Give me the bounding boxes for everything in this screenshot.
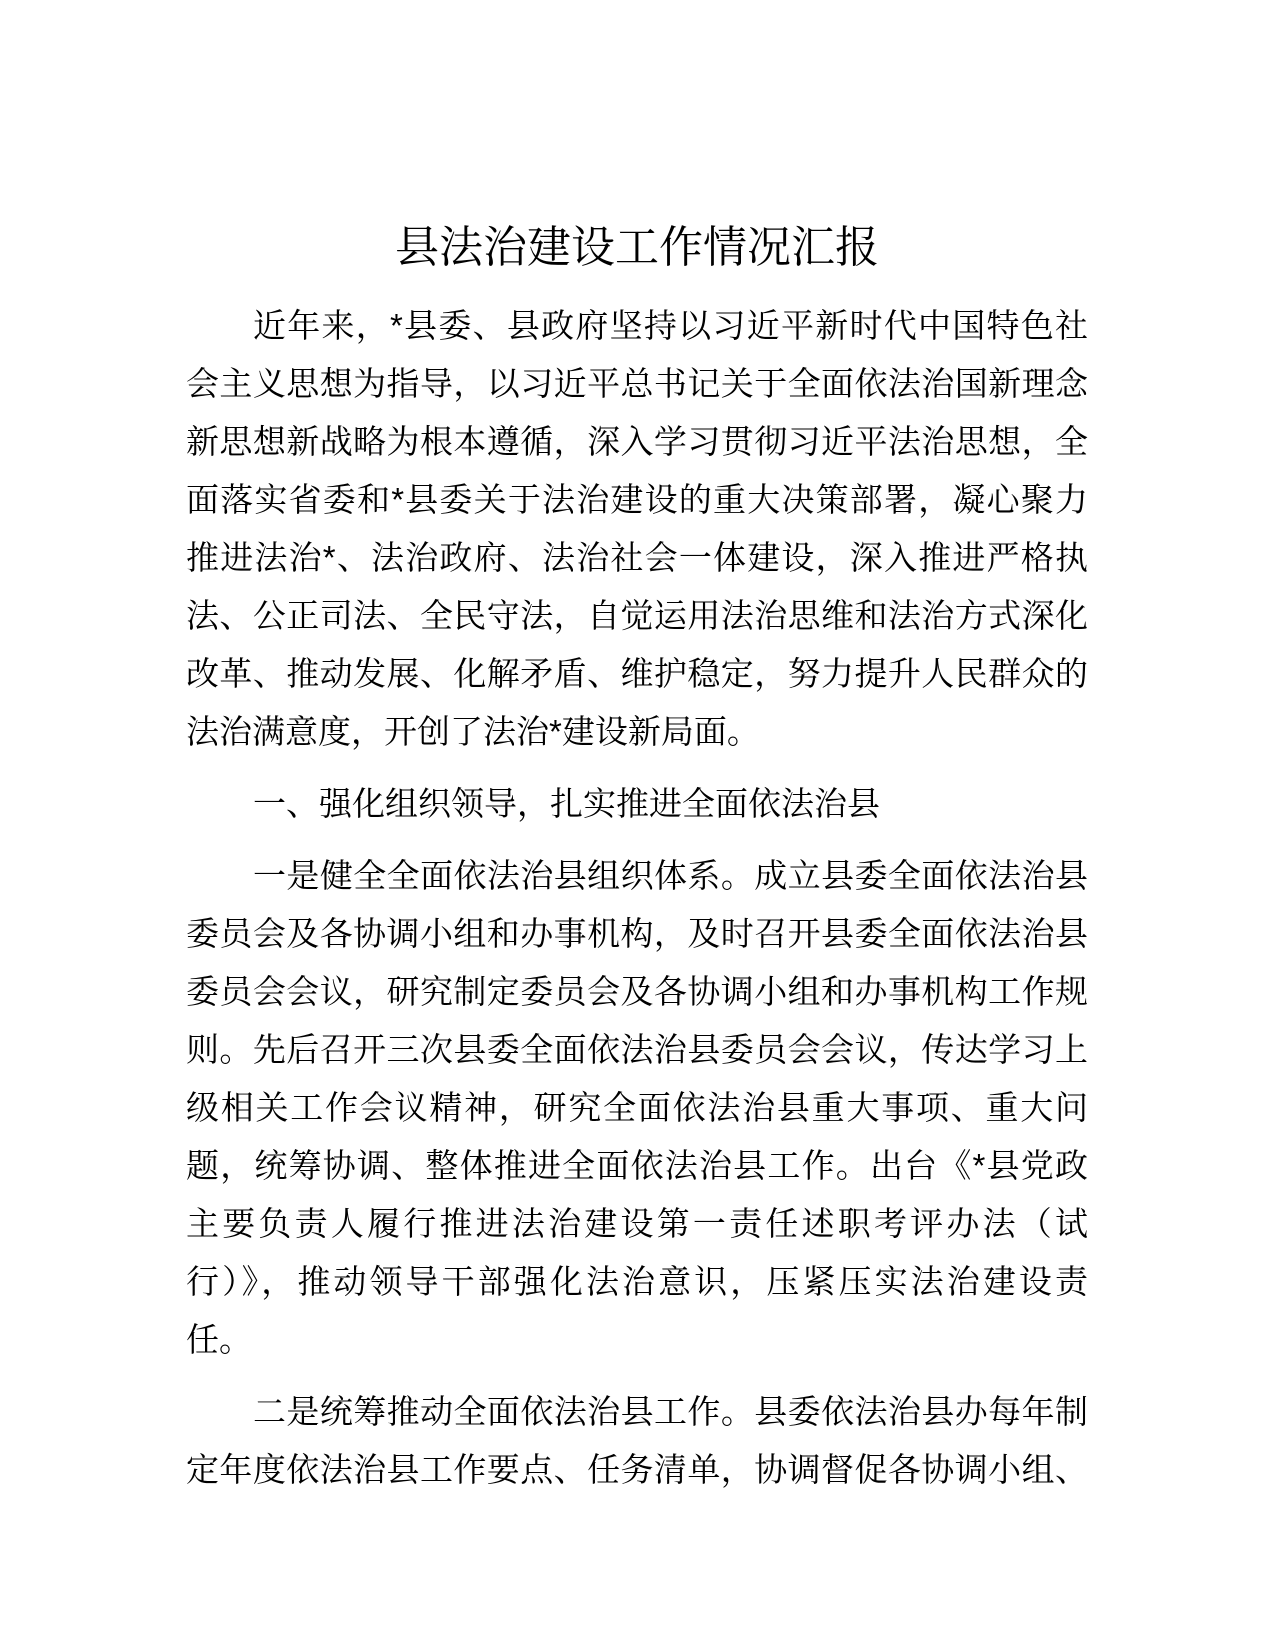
text-line: 近年来，*县委、县政府坚持以习近平新时代中国特色社 (253, 307, 1088, 344)
document-title: 县法治建设工作情况汇报 (395, 223, 879, 272)
text-line: 主要负责人履行推进法治建设第一责任述职考评办法（试 (186, 1205, 1088, 1242)
intro-paragraph (186, 297, 1088, 761)
text-line: 委员会及各协调小组和办事机构，及时召开县委全面依法治县 (186, 915, 1088, 952)
text-line: 任。 (186, 1321, 252, 1358)
text-line: 定年度依法治县工作要点、任务清单，协调督促各协调小组、 (186, 1451, 1088, 1488)
text-line: 行）》，推动领导干部强化法治意识，压紧压实法治建设责 (186, 1263, 1088, 1300)
text-line: 会主义思想为指导，以习近平总书记关于全面依法治国新理念 (186, 365, 1088, 402)
text-line: 一是健全全面依法治县组织体系。成立县委全面依法治县 (253, 857, 1088, 894)
text-line: 二是统筹推动全面依法治县工作。县委依法治县办每年制 (253, 1393, 1088, 1430)
point-two-paragraph (186, 1383, 1088, 1499)
text-line: 法治满意度，开创了法治*建设新局面。 (186, 713, 760, 750)
text-line: 题，统筹协调、整体推进全面依法治县工作。出台《*县党政 (186, 1147, 1088, 1184)
text-line: 新思想新战略为根本遵循，深入学习贯彻习近平法治思想，全 (186, 423, 1088, 460)
point-one-paragraph (186, 847, 1088, 1369)
text-line: 推进法治*、法治政府、法治社会一体建设，深入推进严格执 (186, 539, 1088, 576)
text-line: 面落实省委和*县委关于法治建设的重大决策部署，凝心聚力 (186, 481, 1088, 518)
text-line: 级相关工作会议精神，研究全面依法治县重大事项、重大问 (186, 1089, 1088, 1126)
text-line: 法、公正司法、全民守法，自觉运用法治思维和法治方式深化 (186, 597, 1088, 634)
section-one-heading: 一、强化组织领导，扎实推进全面依法治县 (253, 785, 880, 822)
text-line: 改革、推动发展、化解矛盾、维护稳定，努力提升人民群众的 (186, 655, 1088, 692)
text-line: 则。先后召开三次县委全面依法治县委员会会议，传达学习上 (186, 1031, 1088, 1068)
text-line: 委员会会议，研究制定委员会及各协调小组和办事机构工作规 (186, 973, 1088, 1010)
